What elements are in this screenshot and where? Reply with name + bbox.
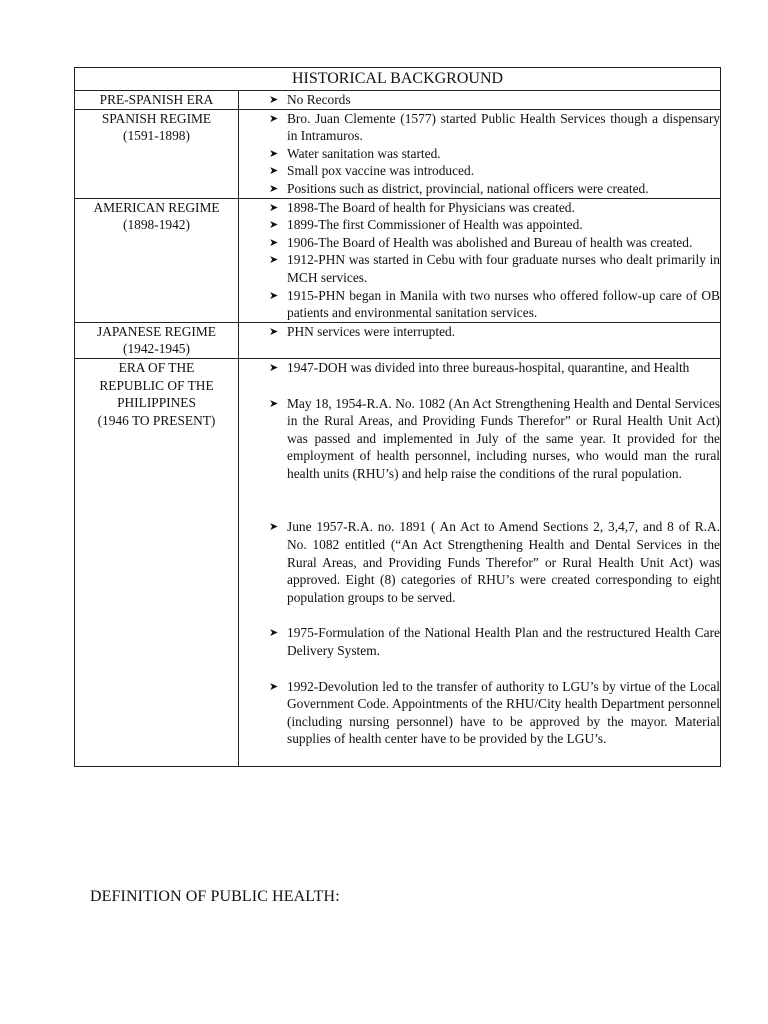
arrow-right-icon: ➤	[269, 146, 279, 160]
arrow-right-icon: ➤	[269, 253, 279, 267]
list-item: ➤ Small pox vaccine was introduced.	[269, 163, 475, 179]
events-cell	[239, 109, 721, 198]
list-item: ➤ 1975-Formulation of the National Health Plan and the restructured Health Care Delivery System.	[269, 625, 720, 659]
historical-background-table	[74, 67, 721, 767]
era-name: PRE-SPANISH ERA	[99, 92, 214, 107]
arrow-right-icon: ➤	[269, 164, 279, 178]
era-years: (1946 TO PRESENT)	[97, 412, 216, 428]
era-cell	[75, 91, 239, 110]
list-item: ➤ Bro. Juan Clemente (1577) started Public Health Services though a dispensary in Intramuros.	[269, 110, 720, 144]
table-title-row	[75, 68, 721, 91]
events-cell	[239, 198, 721, 322]
arrow-right-icon: ➤	[269, 288, 279, 302]
era-name: JAPANESE REGIME	[97, 323, 216, 339]
list-item: ➤ 1915-PHN began in Manila with two nurses who offered follow-up care of OB patients and environmental sanitation services.	[269, 287, 720, 321]
list-item: ➤ 1992-Devolution led to the transfer of authority to LGU’s by virtue of the Local Government Code. Appointments of the RHU/City health Department personnel (including nursing personnel) have to be approved by the mayor. Material supplies of health center have to be provided by the LGU’s.	[269, 678, 720, 747]
arrow-right-icon: ➤	[269, 679, 279, 693]
era-name: AMERICAN REGIME	[93, 199, 220, 215]
arrow-right-icon: ➤	[269, 200, 279, 214]
arrow-right-icon: ➤	[269, 93, 279, 106]
list-item: ➤ No Records	[269, 92, 351, 107]
table-row	[75, 358, 721, 766]
era-name-line: PHILIPPINES	[117, 395, 196, 411]
arrow-right-icon: ➤	[269, 626, 279, 640]
list-item: ➤ 1906-The Board of Health was abolished and Bureau of health was created.	[269, 234, 693, 250]
list-item: ➤ June 1957-R.A. no. 1891 ( An Act to Amend Sections 2, 3,4,7, and 8 of R.A. No. 1082 entitled (“An Act Strengthening Health and Dental Services in the Rural Areas, and Providing Funds Therefor” or Rural Health Unit Act) was approved. Eight (8) categories of RHU’s were created corresponding to eight population groups to be served.	[269, 519, 720, 605]
era-cell	[75, 322, 239, 358]
arrow-right-icon: ➤	[269, 218, 279, 232]
table-row	[75, 322, 721, 358]
era-years: (1942-1945)	[123, 341, 190, 357]
era-years: (1591-1898)	[123, 128, 190, 144]
list-item: ➤ Water sanitation was started.	[269, 145, 441, 161]
arrow-right-icon: ➤	[269, 235, 279, 249]
arrow-right-icon: ➤	[269, 360, 279, 374]
arrow-right-icon: ➤	[269, 396, 279, 410]
table-row	[75, 91, 721, 110]
table-title: HISTORICAL BACKGROUND	[75, 68, 721, 91]
list-item: ➤ May 18, 1954-R.A. No. 1082 (An Act Strengthening Health and Dental Services in the Rural Areas, and Providing Funds Therefor” or Rural Health Unit Act) was passed and implemented in July of the same year. It provided for the employment of health personnel, including nurses, who would man the rural health units (RHU’s) and help raise the conditions of the rural population.	[269, 395, 720, 481]
events-cell	[239, 91, 721, 110]
arrow-right-icon: ➤	[269, 111, 279, 125]
list-item: ➤ 1898-The Board of health for Physicians was created.	[269, 199, 575, 215]
table-row	[75, 109, 721, 198]
list-item: ➤ 1947-DOH was divided into three bureaus-hospital, quarantine, and Health	[269, 359, 690, 375]
events-cell	[239, 358, 721, 766]
list-item: ➤ PHN services were interrupted.	[269, 323, 456, 339]
section-heading: DEFINITION OF PUBLIC HEALTH:	[90, 888, 340, 905]
list-item: ➤ 1899-The first Commissioner of Health was appointed.	[269, 217, 583, 233]
era-name-line: REPUBLIC OF THE	[99, 377, 214, 393]
era-name: SPANISH REGIME	[101, 110, 212, 126]
era-cell	[75, 198, 239, 322]
list-item: ➤ 1912-PHN was started in Cebu with four graduate nurses who dealt primarily in MCH services.	[269, 252, 720, 285]
arrow-right-icon: ➤	[269, 181, 279, 195]
era-cell	[75, 358, 239, 766]
era-cell	[75, 109, 239, 198]
arrow-right-icon: ➤	[269, 324, 279, 338]
arrow-right-icon: ➤	[269, 520, 279, 534]
events-cell	[239, 322, 721, 358]
era-name-line: ERA OF THE	[118, 359, 195, 375]
list-item: ➤ Positions such as district, provincial, national officers were created.	[269, 180, 649, 196]
era-years: (1898-1942)	[123, 217, 190, 233]
table-row	[75, 198, 721, 322]
